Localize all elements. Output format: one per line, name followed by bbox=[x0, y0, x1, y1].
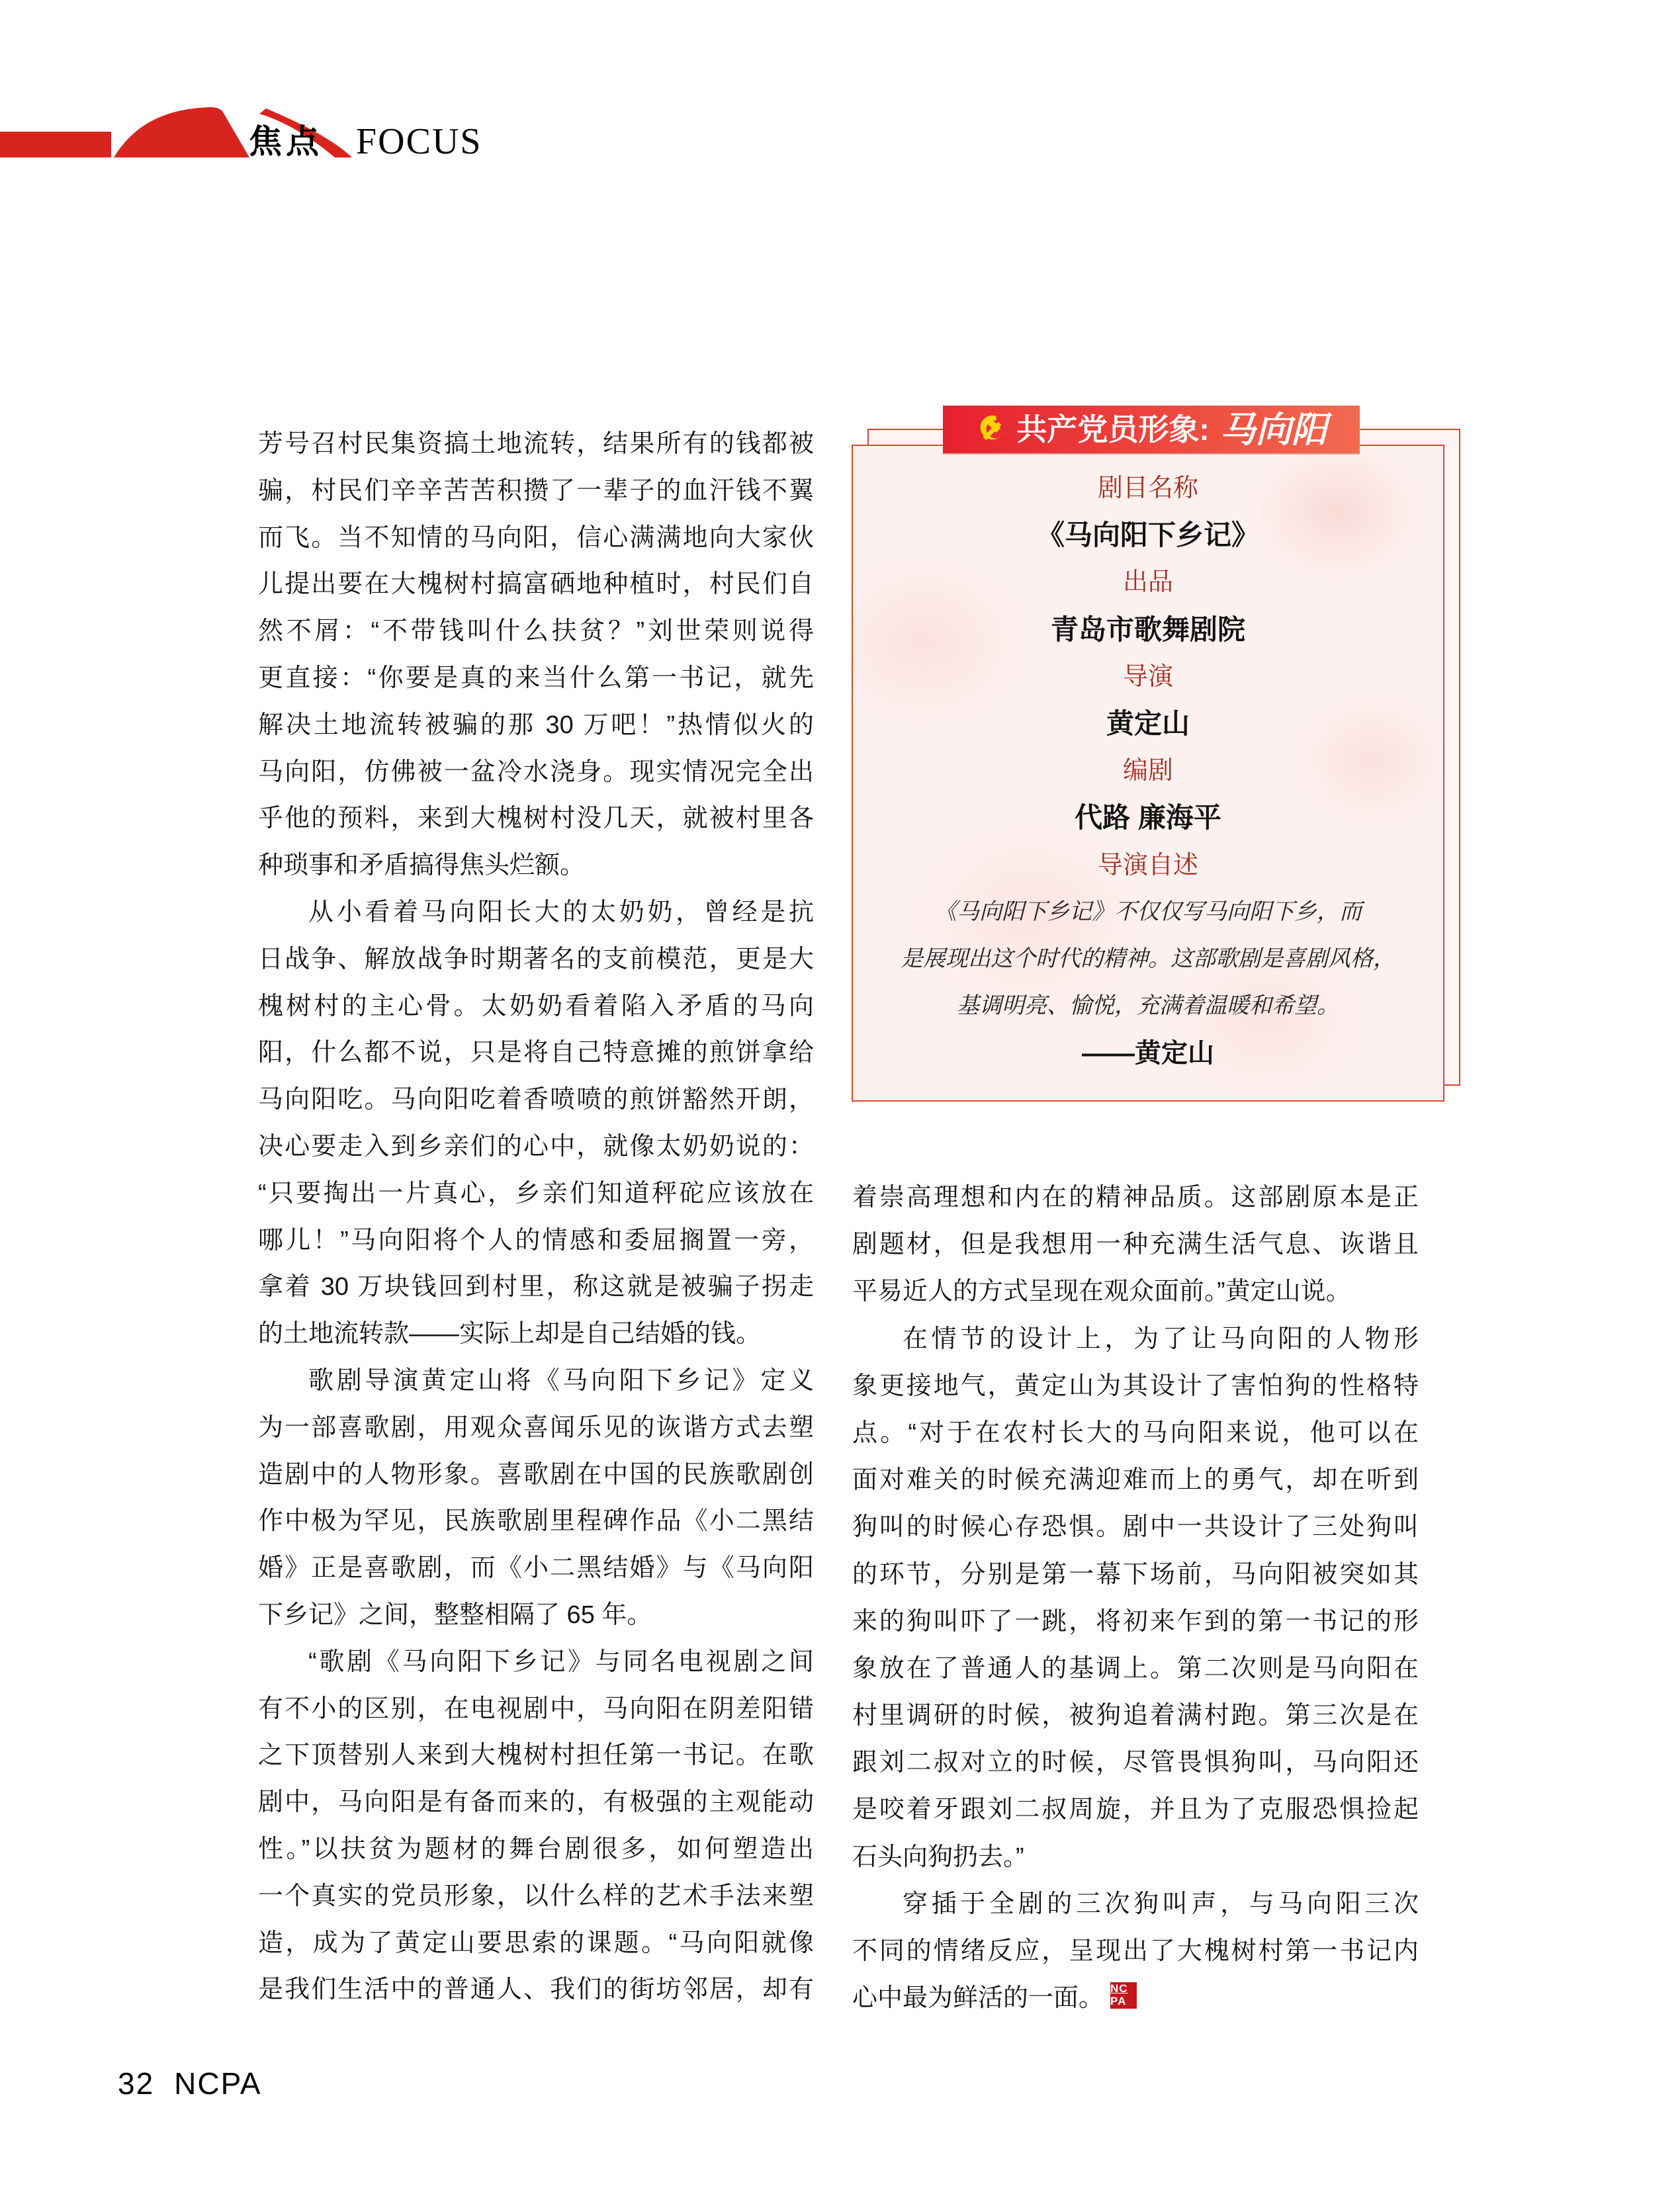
text-line: 村里调研的时候，被狗追着满村跑。第三次是在 bbox=[852, 1702, 1419, 1730]
text-line: 骗，村民们辛辛苦苦积攒了一辈子的血汗钱不翼 bbox=[258, 476, 814, 505]
text-line: 造，成为了黄定山要思索的课题。“马向阳就像 bbox=[258, 1929, 814, 1957]
card-value: 黄定山 bbox=[1106, 708, 1190, 739]
card-quote: 是展现出这个时代的精神。这部歌剧是喜剧风格， bbox=[901, 947, 1395, 971]
info-card-content bbox=[852, 445, 1444, 1102]
text-line: “只要掏出一片真心，乡亲们知道秤砣应该放在 bbox=[258, 1179, 814, 1207]
text-line: 心中最为鲜活的一面。 $\frac{NC}{PA}$ bbox=[852, 1975, 1419, 2022]
party-emblem-icon bbox=[975, 414, 1006, 445]
text-line: 槐树村的主心骨。太奶奶看着陷入矛盾的马向 bbox=[258, 992, 814, 1020]
card-value: 代路 廉海平 bbox=[1075, 802, 1221, 834]
text-line: 石头向狗扔去。” bbox=[852, 1843, 1024, 1871]
text-line: 作中极为罕见，民族歌剧里程碑作品《小二黑结 bbox=[258, 1507, 814, 1536]
card-quote: 基调明亮、愉悦，充满着温暖和希望。 bbox=[957, 994, 1339, 1019]
text-line: 穿插于全剧的三次狗叫声，与马向阳三次 bbox=[903, 1890, 1419, 1918]
text-line: 决心要走入到乡亲们的心中，就像太奶奶说的： bbox=[258, 1132, 814, 1160]
text-line: 然不屑：“不带钱叫什么扶贫？”刘世荣则说得 bbox=[258, 617, 814, 646]
text-line: 的环节，分别是第一幕下场前，马向阳被突如其 bbox=[852, 1560, 1419, 1589]
text-line: 从小看着马向阳长大的太奶奶，曾经是抗 bbox=[308, 898, 814, 926]
text-line: 而飞。当不知情的马向阳，信心满满地向大家伙 bbox=[258, 523, 814, 552]
text-line: 跟刘二叔对立的时候，尽管畏惧狗叫，马向阳还 bbox=[852, 1749, 1419, 1777]
text-line: 下乡记》之间，整整相隔了 65 年。 bbox=[258, 1600, 652, 1629]
text-line: 面对难关的时候充满迎难而上的勇气，却在听到 bbox=[852, 1466, 1419, 1495]
text-line: 为一部喜歌剧，用观众喜闻乐见的诙谐方式去塑 bbox=[258, 1413, 814, 1442]
text-line: 儿提出要在大槐树村搞富硒地种植时，村民们自 bbox=[258, 570, 814, 599]
card-quote: 《马向阳下乡记》不仅仅写马向阳下乡，而 bbox=[934, 899, 1362, 924]
text-line: 象更接地气，黄定山为其设计了害怕狗的性格特 bbox=[852, 1372, 1419, 1400]
text-line: 马向阳，仿佛被一盆冷水浇身。现实情况完全出 bbox=[258, 758, 814, 786]
text-line: 哪儿！”马向阳将个人的情感和委屈搁置一旁， bbox=[258, 1226, 814, 1254]
text-line: 种琐事和矛盾搞得焦头烂额。 bbox=[258, 852, 586, 880]
text-line: 阳，什么都不说，只是将自己特意摊的煎饼拿给 bbox=[258, 1039, 814, 1067]
text-line: 日战争、解放战争时期著名的支前模范，更是大 bbox=[258, 945, 814, 973]
card-value: 青岛市歌舞剧院 bbox=[1050, 613, 1245, 645]
card-banner bbox=[943, 406, 1360, 453]
card-value: 《马向阳下乡记》 bbox=[1036, 519, 1259, 551]
text-line: 之下顶替别人来到大槐树村担任第一书记。在歌 bbox=[258, 1741, 814, 1770]
text-line: 平易近人的方式呈现在观众面前。”黄定山说。 bbox=[852, 1278, 1351, 1306]
text-line: 点。“对于在农村长大的马向阳来说，他可以在 bbox=[852, 1419, 1419, 1447]
card-label: 导演自述 bbox=[1097, 851, 1198, 879]
text-line: 性。”以扶贫为题材的舞台剧很多，如何塑造出 bbox=[258, 1835, 814, 1863]
text-line: 的土地流转款——实际上却是自己结婚的钱。 bbox=[258, 1320, 762, 1348]
text-line: 有不小的区别，在电视剧中，马向阳在阴差阳错 bbox=[258, 1694, 814, 1723]
card-label: 编剧 bbox=[1122, 757, 1173, 785]
text-line: 在情节的设计上，为了让马向阳的人物形 bbox=[903, 1325, 1419, 1353]
text-line: 一个真实的党员形象，以什么样的艺术手法来塑 bbox=[258, 1882, 814, 1910]
text-line: 造剧中的人物形象。喜歌剧在中国的民族歌剧创 bbox=[258, 1460, 814, 1489]
card-label: 导演 bbox=[1122, 662, 1173, 691]
text-line: 乎他的预料，来到大槐树村没几天，就被村里各 bbox=[258, 805, 814, 833]
text-line: 是我们生活中的普通人、我们的街坊邻居，却有 bbox=[258, 1976, 814, 2004]
text-line: 象放在了普通人的基调上。第二次则是马向阳在 bbox=[852, 1654, 1419, 1683]
text-line: 着崇高理想和内在的精神品质。这部剧原本是正 bbox=[852, 1184, 1419, 1211]
banner-title: 共产党员形象: bbox=[1016, 412, 1210, 447]
text-line: 解决土地流转被骗的那 30 万吧！”热情似火的 bbox=[258, 711, 814, 739]
brand-name: NCPA bbox=[174, 2066, 262, 2101]
text-line: 不同的情绪反应，呈现出了大槐树村第一书记内 bbox=[852, 1937, 1419, 1965]
left-text-column bbox=[258, 421, 814, 2013]
text-line: 剧题材，但是我想用一种充满生活气息、诙谐且 bbox=[852, 1231, 1419, 1259]
section-title-cn: 焦点 bbox=[249, 123, 323, 160]
card-label: 出品 bbox=[1122, 568, 1173, 597]
page-number: 32 bbox=[118, 2066, 155, 2101]
right-text-column bbox=[852, 1174, 1419, 2022]
text-line: 婚》正是喜歌剧，而《小二黑结婚》与《马向阳 bbox=[258, 1554, 814, 1583]
ncpa-endmark-icon: $\frac{NC}{PA}$ bbox=[1110, 1982, 1137, 2009]
section-title-en: FOCUS bbox=[356, 121, 482, 162]
text-line: 歌剧导演黄定山将《马向阳下乡记》定义 bbox=[308, 1366, 814, 1395]
text-line: 更直接：“你要是真的来当什么第一书记，就先 bbox=[258, 664, 814, 692]
text-line: “歌剧《马向阳下乡记》与同名电视剧之间 bbox=[308, 1647, 814, 1676]
text-line: 剧中，马向阳是有备而来的，有极强的主观能动 bbox=[258, 1788, 814, 1817]
page-footer bbox=[118, 2068, 262, 2099]
card-attr: ——黄定山 bbox=[1082, 1039, 1214, 1069]
header-red-bar bbox=[0, 132, 111, 157]
text-line: 狗叫的时候心存恐惧。剧中一共设计了三处狗叫 bbox=[852, 1513, 1419, 1542]
text-line: 芳号召村民集资搞土地流转，结果所有的钱都被 bbox=[258, 430, 814, 458]
card-label: 剧目名称 bbox=[1097, 474, 1198, 502]
text-line: 是咬着牙跟刘二叔周旋，并且为了克服恐惧捡起 bbox=[852, 1796, 1419, 1824]
text-line: 拿着 30 万块钱回到村里，称这就是被骗子拐走 bbox=[258, 1273, 814, 1301]
banner-title-name: 马向阳 bbox=[1219, 408, 1327, 451]
text-line: 来的狗叫吓了一跳，将初来乍到的第一书记的形 bbox=[852, 1607, 1419, 1636]
text-line: 马向阳吃。马向阳吃着香喷喷的煎饼豁然开朗， bbox=[258, 1086, 814, 1114]
